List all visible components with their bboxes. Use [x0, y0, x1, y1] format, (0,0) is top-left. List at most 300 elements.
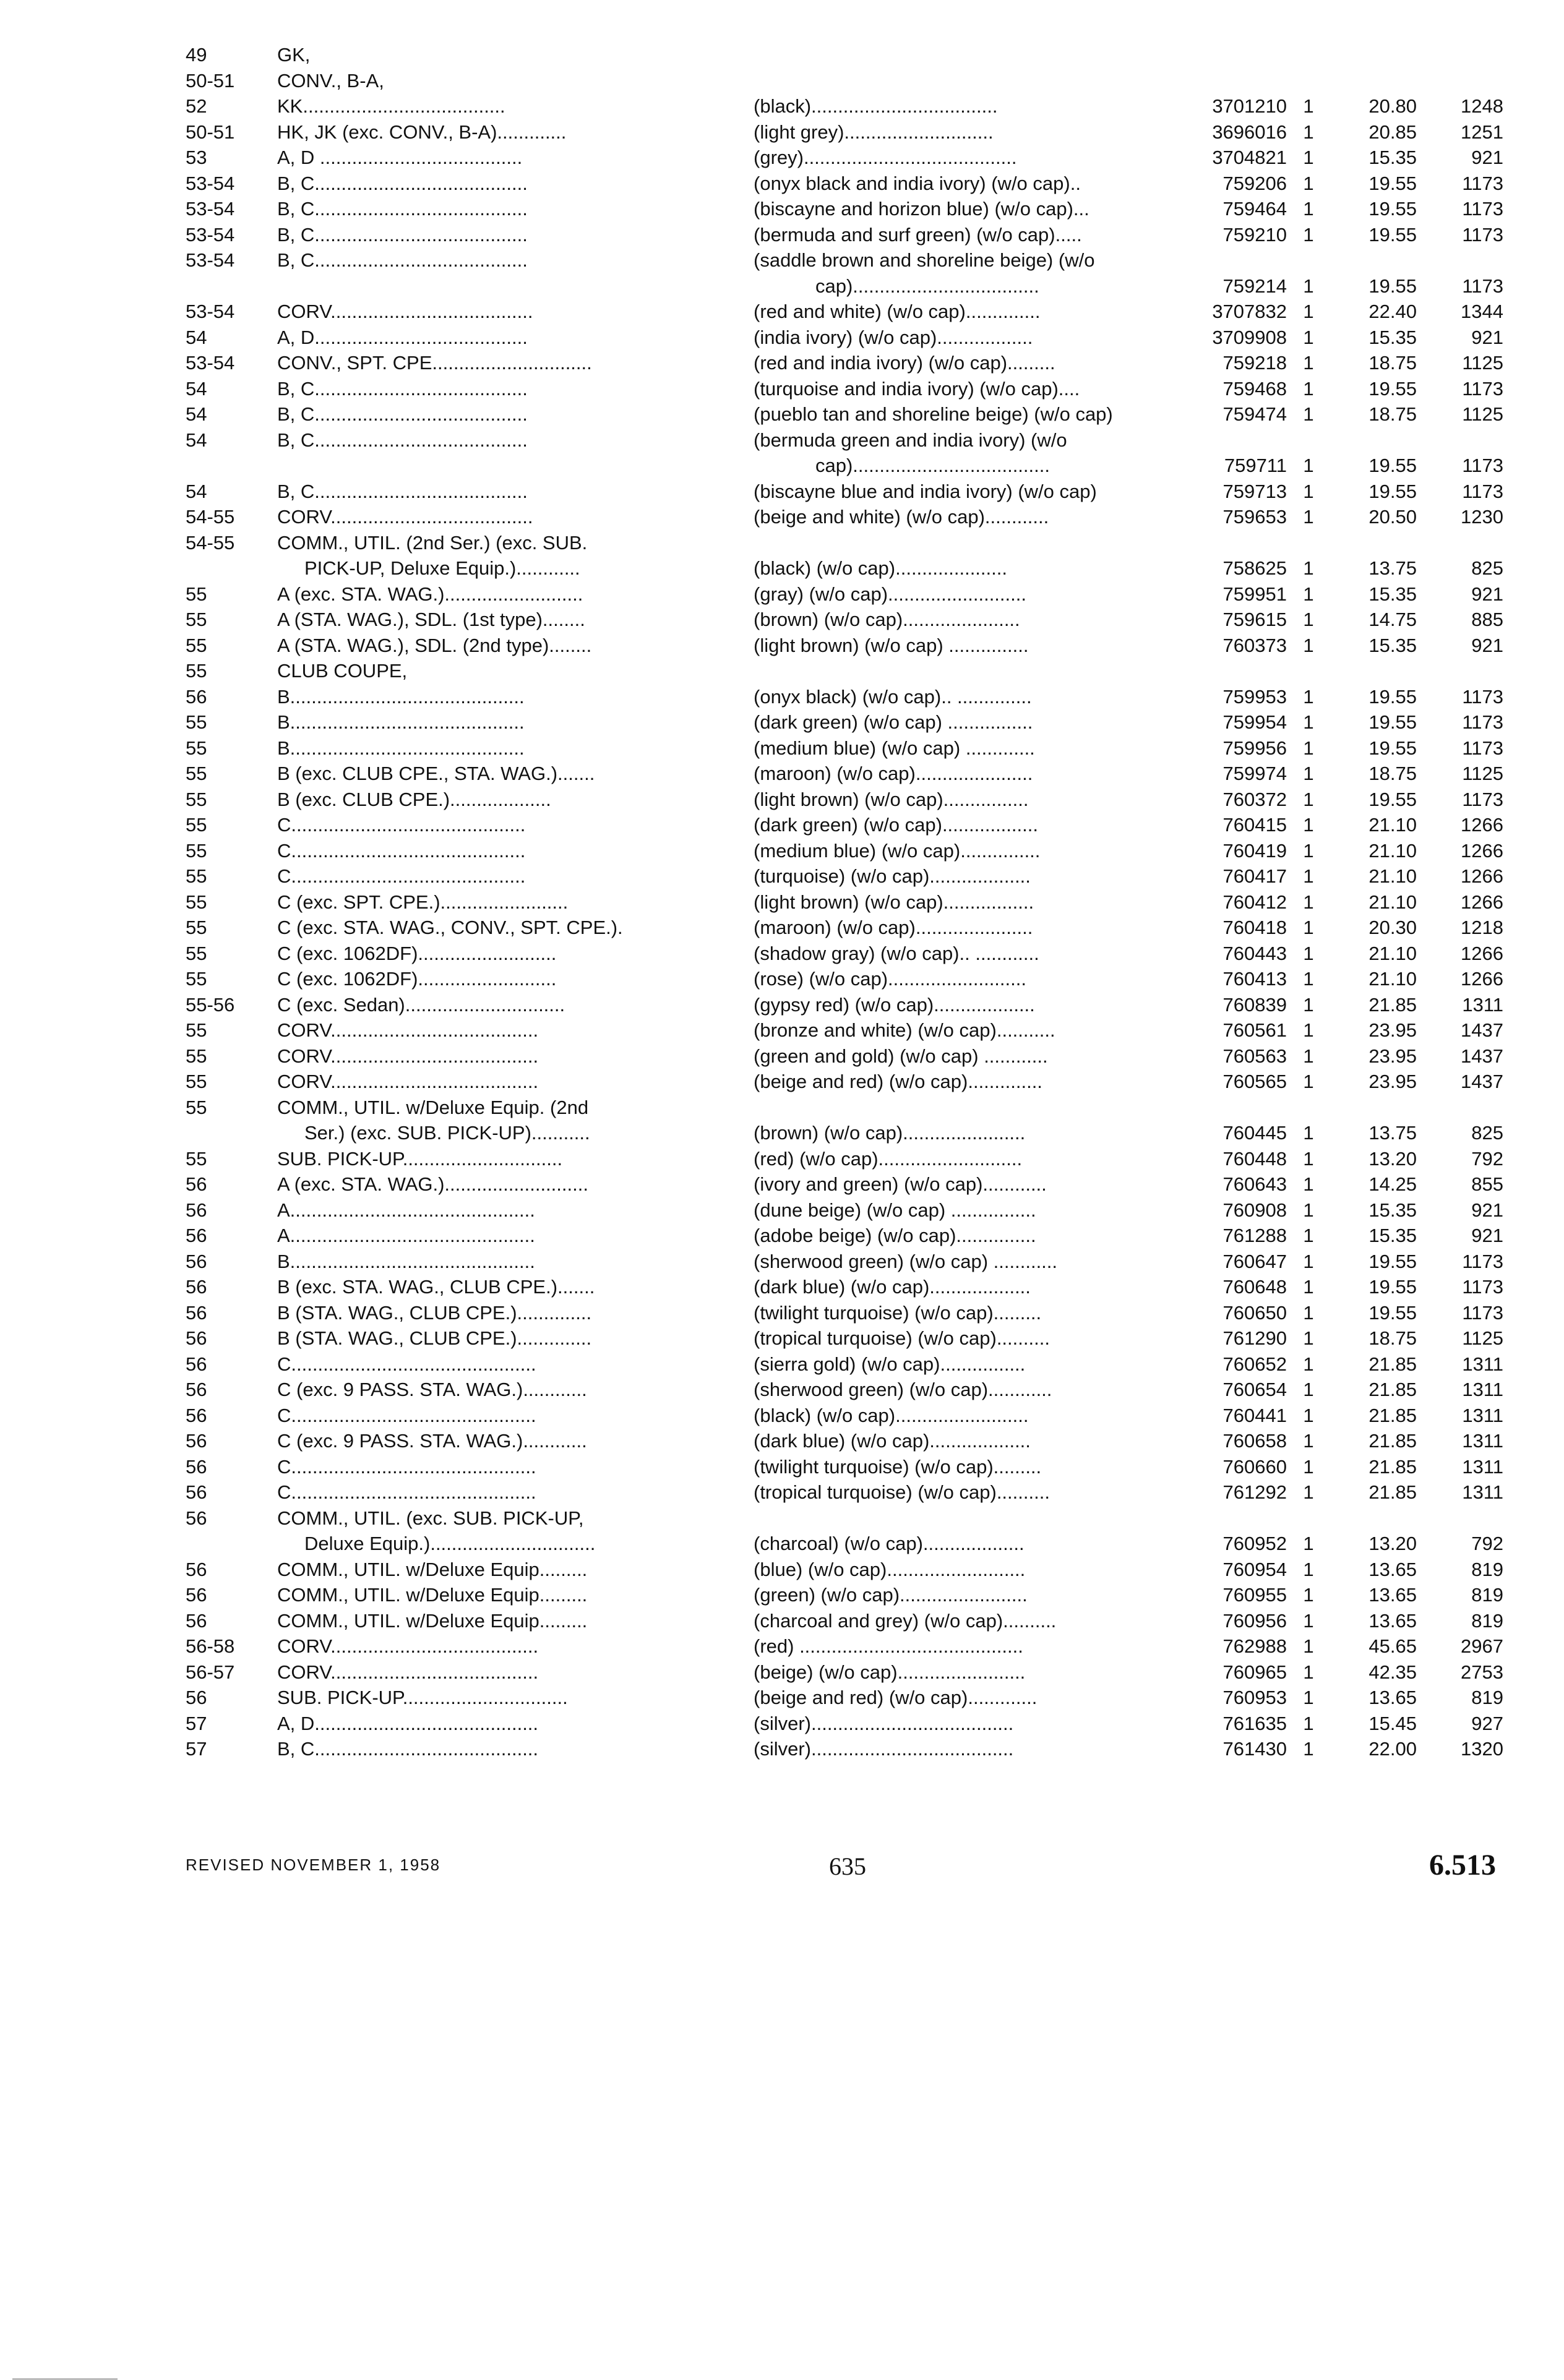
price-code: 921: [1471, 1199, 1503, 1221]
model-description: B, C........................................: [277, 403, 528, 425]
color-description: (biscayne blue and india ivory) (w/o cap): [754, 480, 1097, 502]
price-code: 1311: [1462, 1379, 1503, 1400]
model-year: 56: [186, 1353, 207, 1375]
part-number: 3696016: [1212, 121, 1287, 143]
price-code: 1173: [1462, 1250, 1503, 1272]
price: 18.75: [1368, 352, 1417, 374]
price: 13.20: [1368, 1147, 1417, 1170]
color-description: (pueblo tan and shoreline beige) (w/o cap): [754, 403, 1113, 425]
color-description: [754, 247, 1162, 299]
model-description: C............................................: [277, 814, 526, 836]
quantity: 1: [1303, 865, 1314, 887]
table-row: [186, 1608, 1503, 1634]
model-description: B, C........................................: [277, 249, 528, 271]
model-year: 53-54: [186, 223, 235, 246]
part-number: 759218: [1222, 352, 1287, 374]
model-year: 54: [186, 480, 207, 502]
quantity: 1: [1303, 1250, 1314, 1272]
model-year: 56: [186, 1404, 207, 1426]
model-line-1: COMM., UTIL. (exc. SUB. PICK-UP,: [277, 1507, 584, 1529]
table-row: [186, 658, 1503, 684]
model-description: C..............................................: [277, 1404, 536, 1426]
color-description: (light brown) (w/o cap) ...............: [754, 634, 1029, 656]
price: 21.85: [1368, 1379, 1417, 1400]
price-code: 1311: [1462, 1353, 1503, 1375]
model-description: A, D........................................: [277, 326, 528, 348]
price-code: 1125: [1462, 1327, 1503, 1349]
table-row: [186, 1171, 1503, 1197]
quantity: 1: [1303, 1635, 1314, 1657]
model-year: 54: [186, 326, 207, 348]
model-year: 56: [186, 1199, 207, 1221]
table-row: [186, 1351, 1503, 1377]
model-description: B, C........................................: [277, 172, 528, 194]
table-row: [186, 93, 1503, 119]
model-year: 56: [186, 685, 207, 708]
table-row: [186, 1069, 1503, 1095]
model-year: 53-54: [186, 198, 235, 220]
part-number: 759615: [1222, 609, 1287, 630]
price-code: 1173: [1462, 275, 1503, 297]
model-year: 56: [186, 1301, 207, 1324]
part-number: 760448: [1222, 1147, 1287, 1170]
price-code: 1173: [1462, 737, 1503, 759]
model-year: 55: [186, 1147, 207, 1170]
model-line-2: PICK-UP, Deluxe Equip.)............: [304, 557, 580, 579]
price-code: 1266: [1461, 814, 1503, 836]
price-code: 1311: [1462, 993, 1503, 1016]
model-year: 55: [186, 814, 207, 836]
model-description: B (exc. STA. WAG., CLUB CPE.).......: [277, 1276, 595, 1298]
model-description: A (exc. STA. WAG.)..........................: [277, 583, 583, 605]
quantity: 1: [1303, 455, 1314, 476]
model-year: 53: [186, 147, 207, 168]
model-year: 57: [186, 1738, 207, 1760]
price: 19.55: [1368, 198, 1417, 220]
quantity: 1: [1303, 788, 1314, 810]
color-description: (beige and white) (w/o cap)............: [754, 506, 1049, 528]
quantity: 1: [1303, 1661, 1314, 1683]
color-description: (silver)......................................: [754, 1738, 1014, 1760]
part-number: 759974: [1222, 763, 1287, 784]
color-description: (grey)........................................: [754, 147, 1017, 168]
quantity: 1: [1303, 1455, 1314, 1478]
model-year: 56: [186, 1173, 207, 1195]
price-code: 1251: [1461, 121, 1503, 143]
part-number: 761430: [1222, 1738, 1287, 1760]
quantity: 1: [1303, 301, 1314, 322]
model-line-1: COMM., UTIL. w/Deluxe Equip. (2nd: [277, 1096, 589, 1118]
color-description: (medium blue) (w/o cap) .............: [754, 737, 1035, 759]
table-row: [186, 966, 1503, 992]
model-description: A, D..........................................: [277, 1712, 539, 1734]
quantity: 1: [1303, 223, 1314, 246]
model-description: C (exc. 9 PASS. STA. WAG.)............: [277, 1430, 587, 1452]
color-description: (dark green) (w/o cap)..................: [754, 814, 1038, 836]
part-number: 3707832: [1212, 301, 1287, 322]
model-year: 55: [186, 968, 207, 990]
table-row: [186, 1711, 1503, 1737]
model-description: CORV.......................................: [277, 1071, 539, 1092]
table-row: [186, 1557, 1503, 1583]
part-number: 760956: [1222, 1609, 1287, 1632]
model-description: B (exc. CLUB CPE., STA. WAG.).......: [277, 763, 595, 784]
color-line-1: (bermuda green and india ivory) (w/o: [754, 429, 1067, 451]
quantity: 1: [1303, 1687, 1314, 1708]
model-description: C (exc. 1062DF)..........................: [277, 968, 557, 990]
price: 19.55: [1368, 377, 1417, 400]
model-description: COMM., UTIL. w/Deluxe Equip.........: [277, 1609, 588, 1632]
price-code: 1266: [1461, 865, 1503, 887]
model-year: 56: [186, 1250, 207, 1272]
color-description: (tropical turquoise) (w/o cap)..........: [754, 1481, 1050, 1503]
model-year: 55: [186, 865, 207, 887]
price-code: 819: [1471, 1687, 1503, 1708]
quantity: 1: [1303, 891, 1314, 913]
quantity: 1: [1303, 1558, 1314, 1580]
color-description: (beige and red) (w/o cap).............: [754, 1687, 1038, 1708]
model-description: B............................................: [277, 711, 525, 733]
part-number: 760418: [1222, 917, 1287, 938]
table-row: [186, 1479, 1503, 1505]
model-year: 55: [186, 1071, 207, 1092]
model-year: 56: [186, 1225, 207, 1246]
quantity: 1: [1303, 993, 1314, 1016]
price: 18.75: [1368, 763, 1417, 784]
color-description: (dark blue) (w/o cap)...................: [754, 1430, 1031, 1452]
price: 21.85: [1368, 1455, 1417, 1478]
price-code: 1173: [1462, 223, 1503, 246]
color-description: (maroon) (w/o cap)......................: [754, 763, 1033, 784]
table-row: [186, 735, 1503, 761]
model-description: B (STA. WAG., CLUB CPE.)..............: [277, 1327, 592, 1349]
model-description: B, C..........................................: [277, 1738, 539, 1760]
quantity: 1: [1303, 1353, 1314, 1375]
part-number: 759653: [1222, 506, 1287, 528]
price-code: 1311: [1462, 1455, 1503, 1478]
model-year: 55: [186, 917, 207, 938]
part-number: 760965: [1222, 1661, 1287, 1683]
price-code: 1266: [1461, 891, 1503, 913]
table-row: [186, 427, 1503, 479]
part-number: 3701210: [1212, 95, 1287, 117]
model-line-2: Ser.) (exc. SUB. PICK-UP)...........: [304, 1122, 590, 1144]
price-code: 921: [1471, 1225, 1503, 1246]
model-year: 55: [186, 634, 207, 656]
model-description: CONV., SPT. CPE..............................: [277, 352, 592, 374]
model-year: 55: [186, 1019, 207, 1041]
part-number: 762988: [1222, 1635, 1287, 1657]
price-code: 1125: [1462, 403, 1503, 425]
table-row: [186, 787, 1503, 813]
price: 19.55: [1368, 455, 1417, 476]
part-number: 3709908: [1212, 326, 1287, 348]
price: 21.10: [1368, 942, 1417, 964]
price: 13.65: [1368, 1609, 1417, 1632]
quantity: 1: [1303, 172, 1314, 194]
quantity: 1: [1303, 1404, 1314, 1426]
model-description: B, C........................................: [277, 377, 528, 400]
quantity: 1: [1303, 1199, 1314, 1221]
quantity: 1: [1303, 839, 1314, 862]
model-description: CORV......................................: [277, 506, 533, 528]
price: 19.55: [1368, 1276, 1417, 1298]
model-description: C..............................................: [277, 1455, 536, 1478]
model-description: CLUB COUPE,: [277, 660, 408, 682]
table-row: [186, 889, 1503, 915]
color-description: [754, 427, 1162, 479]
model-year: 55: [186, 942, 207, 964]
model-description: B............................................: [277, 737, 525, 759]
model-description: COMM., UTIL. w/Deluxe Equip.........: [277, 1558, 588, 1580]
price-code: 921: [1471, 583, 1503, 605]
model-year: 56: [186, 1558, 207, 1580]
quantity: 1: [1303, 711, 1314, 733]
model-description: C (exc. SPT. CPE.)........................: [277, 891, 569, 913]
page-number: 635: [829, 1852, 866, 1880]
price-code: 2753: [1461, 1661, 1503, 1683]
quantity: 1: [1303, 1301, 1314, 1324]
quantity: 1: [1303, 1071, 1314, 1092]
price: 15.35: [1368, 1199, 1417, 1221]
price: 13.20: [1368, 1533, 1417, 1554]
table-row: [186, 68, 1503, 94]
price-code: 855: [1471, 1173, 1503, 1195]
part-number: 760373: [1222, 634, 1287, 656]
table-row: [186, 1454, 1503, 1480]
color-description: (blue) (w/o cap)..........................: [754, 1558, 1026, 1580]
model-description: B..............................................: [277, 1250, 535, 1272]
price-code: 1173: [1462, 788, 1503, 810]
model-year: 54-55: [186, 531, 235, 554]
model-description: CORV.......................................: [277, 1019, 539, 1041]
quantity: 1: [1303, 147, 1314, 168]
part-number: 760561: [1222, 1019, 1287, 1041]
quantity: 1: [1303, 917, 1314, 938]
price: 13.75: [1368, 557, 1417, 579]
price: 22.00: [1368, 1738, 1417, 1760]
model-description: HK, JK (exc. CONV., B-A).............: [277, 121, 567, 143]
price-code: 792: [1471, 1533, 1503, 1554]
price-code: 819: [1471, 1558, 1503, 1580]
model-description: A, D ......................................: [277, 147, 523, 168]
color-description: (medium blue) (w/o cap)...............: [754, 839, 1041, 862]
model-description: C (exc. 9 PASS. STA. WAG.)............: [277, 1379, 587, 1400]
model-description: B, C........................................: [277, 198, 528, 220]
model-description: B (exc. CLUB CPE.)...................: [277, 788, 551, 810]
model-description: B............................................: [277, 685, 525, 708]
model-description: C............................................: [277, 839, 526, 862]
part-number: 760412: [1222, 891, 1287, 913]
quantity: 1: [1303, 1584, 1314, 1606]
part-number: 760565: [1222, 1071, 1287, 1092]
table-row: [186, 1428, 1503, 1454]
color-description: (biscayne and horizon blue) (w/o cap)...: [754, 198, 1089, 220]
part-number: 759214: [1222, 275, 1287, 297]
table-row: [186, 530, 1503, 581]
table-row: [186, 1505, 1503, 1557]
model-year: 55: [186, 763, 207, 784]
model-year: 55: [186, 737, 207, 759]
price: 19.55: [1368, 711, 1417, 733]
price-code: 1266: [1461, 839, 1503, 862]
quantity: 1: [1303, 1533, 1314, 1554]
price: 21.85: [1368, 1353, 1417, 1375]
part-number: 761288: [1222, 1225, 1287, 1246]
model-year: 52: [186, 95, 207, 117]
table-row: [186, 1223, 1503, 1249]
model-year: 53-54: [186, 301, 235, 322]
price: 14.25: [1368, 1173, 1417, 1195]
quantity: 1: [1303, 198, 1314, 220]
price: 22.40: [1368, 301, 1417, 322]
part-number: 759210: [1222, 223, 1287, 246]
part-number: 760563: [1222, 1045, 1287, 1067]
quantity: 1: [1303, 275, 1314, 297]
table-row: [186, 684, 1503, 710]
model-year: 55: [186, 583, 207, 605]
price: 15.35: [1368, 326, 1417, 348]
part-number: 758625: [1222, 557, 1287, 579]
color-description: (ivory and green) (w/o cap)............: [754, 1173, 1047, 1195]
quantity: 1: [1303, 121, 1314, 143]
table-row: [186, 1249, 1503, 1275]
quantity: 1: [1303, 1712, 1314, 1734]
part-number: 759953: [1222, 685, 1287, 708]
price: 13.65: [1368, 1687, 1417, 1708]
price-code: 1218: [1461, 917, 1503, 938]
color-description: (india ivory) (w/o cap)..................: [754, 326, 1033, 348]
color-description: (brown) (w/o cap)......................: [754, 609, 1020, 630]
price-code: 1173: [1462, 711, 1503, 733]
model-year: 56: [186, 1687, 207, 1708]
part-number: 761635: [1222, 1712, 1287, 1734]
model-description: B, C........................................: [277, 223, 528, 246]
model-line-1: COMM., UTIL. (2nd Ser.) (exc. SUB.: [277, 531, 588, 554]
price-code: 1248: [1461, 95, 1503, 117]
table-row: [186, 299, 1503, 325]
part-number: 760952: [1222, 1533, 1287, 1554]
model-year: 50-51: [186, 121, 235, 143]
table-row: [186, 247, 1503, 299]
model-description: COMM., UTIL. w/Deluxe Equip.........: [277, 1584, 588, 1606]
color-description: (beige) (w/o cap)........................: [754, 1661, 1026, 1683]
model-year: 56: [186, 1584, 207, 1606]
quantity: 1: [1303, 1019, 1314, 1041]
model-description: C (exc. STA. WAG., CONV., SPT. CPE.).: [277, 917, 623, 938]
table-row: [186, 119, 1503, 145]
color-description: (gray) (w/o cap)..........................: [754, 583, 1026, 605]
table-row: [186, 607, 1503, 633]
price-code: 819: [1471, 1584, 1503, 1606]
price: 19.55: [1368, 223, 1417, 246]
price-code: 1173: [1462, 1301, 1503, 1324]
price: 21.10: [1368, 814, 1417, 836]
quantity: 1: [1303, 1609, 1314, 1632]
price-code: 1173: [1462, 198, 1503, 220]
model-description: CORV......................................: [277, 301, 533, 322]
price: 19.55: [1368, 275, 1417, 297]
table-row: [186, 863, 1503, 889]
color-description: (charcoal and grey) (w/o cap)..........: [754, 1609, 1057, 1632]
color-description: (charcoal) (w/o cap)...................: [754, 1533, 1025, 1554]
model-year: 53-54: [186, 352, 235, 374]
table-row: [186, 1197, 1503, 1223]
table-row: [186, 1685, 1503, 1711]
color-description: (red) ..........................................: [754, 1635, 1023, 1657]
price-code: 1173: [1462, 480, 1503, 502]
quantity: 1: [1303, 377, 1314, 400]
model-year: 56: [186, 1455, 207, 1478]
part-number: 759954: [1222, 711, 1287, 733]
color-description: (red) (w/o cap)...........................: [754, 1147, 1023, 1170]
quantity: 1: [1303, 506, 1314, 528]
quantity: 1: [1303, 1147, 1314, 1170]
model-year: 56-57: [186, 1661, 235, 1683]
model-year: 54: [186, 429, 207, 451]
model-year: 56-58: [186, 1635, 235, 1657]
model-description: C (exc. 1062DF)..........................: [277, 942, 557, 964]
price: 13.65: [1368, 1558, 1417, 1580]
color-description: (red and white) (w/o cap)..............: [754, 301, 1041, 322]
page-footer: [186, 1849, 1503, 1886]
quantity: 1: [1303, 352, 1314, 374]
table-row: [186, 145, 1503, 171]
color-description: (turquoise and india ivory) (w/o cap)....: [754, 377, 1080, 400]
part-number: 760908: [1222, 1199, 1287, 1221]
quantity: 1: [1303, 968, 1314, 990]
color-description: (adobe beige) (w/o cap)...............: [754, 1225, 1036, 1246]
color-description: (dune beige) (w/o cap) ................: [754, 1199, 1036, 1221]
color-description: (sherwood green) (w/o cap) ............: [754, 1250, 1058, 1272]
table-row: [186, 941, 1503, 967]
model-description: KK......................................: [277, 95, 505, 117]
price: 15.45: [1368, 1712, 1417, 1734]
price: 13.75: [1368, 1122, 1417, 1144]
price-code: 792: [1471, 1147, 1503, 1170]
model-description: CORV.......................................: [277, 1661, 539, 1683]
color-description: (rose) (w/o cap)..........................: [754, 968, 1026, 990]
color-description: (sierra gold) (w/o cap)................: [754, 1353, 1026, 1375]
quantity: 1: [1303, 685, 1314, 708]
color-description: (light brown) (w/o cap).................: [754, 891, 1034, 913]
part-number: 759956: [1222, 737, 1287, 759]
price: 21.10: [1368, 865, 1417, 887]
model-description: CORV.......................................: [277, 1635, 539, 1657]
table-row: [186, 992, 1503, 1018]
quantity: 1: [1303, 1481, 1314, 1503]
quantity: 1: [1303, 1225, 1314, 1246]
price-code: 1230: [1461, 506, 1503, 528]
price-code: 819: [1471, 1609, 1503, 1632]
price: 21.85: [1368, 1430, 1417, 1452]
quantity: 1: [1303, 1379, 1314, 1400]
color-line-2: cap)...................................: [815, 275, 1039, 297]
color-description: (bronze and white) (w/o cap)...........: [754, 1019, 1055, 1041]
table-row: [186, 1659, 1503, 1685]
model-year: 55-56: [186, 993, 235, 1016]
table-row: [186, 1403, 1503, 1429]
color-description: (onyx black and india ivory) (w/o cap)..: [754, 172, 1081, 194]
table-row: [186, 42, 1503, 68]
model-year: 54: [186, 403, 207, 425]
price: 21.10: [1368, 839, 1417, 862]
model-description: B (STA. WAG., CLUB CPE.)..............: [277, 1301, 592, 1324]
color-description: (tropical turquoise) (w/o cap)..........: [754, 1327, 1050, 1349]
price: 14.75: [1368, 609, 1417, 630]
table-row: [186, 1325, 1503, 1351]
color-description: (shadow gray) (w/o cap).. ............: [754, 942, 1039, 964]
